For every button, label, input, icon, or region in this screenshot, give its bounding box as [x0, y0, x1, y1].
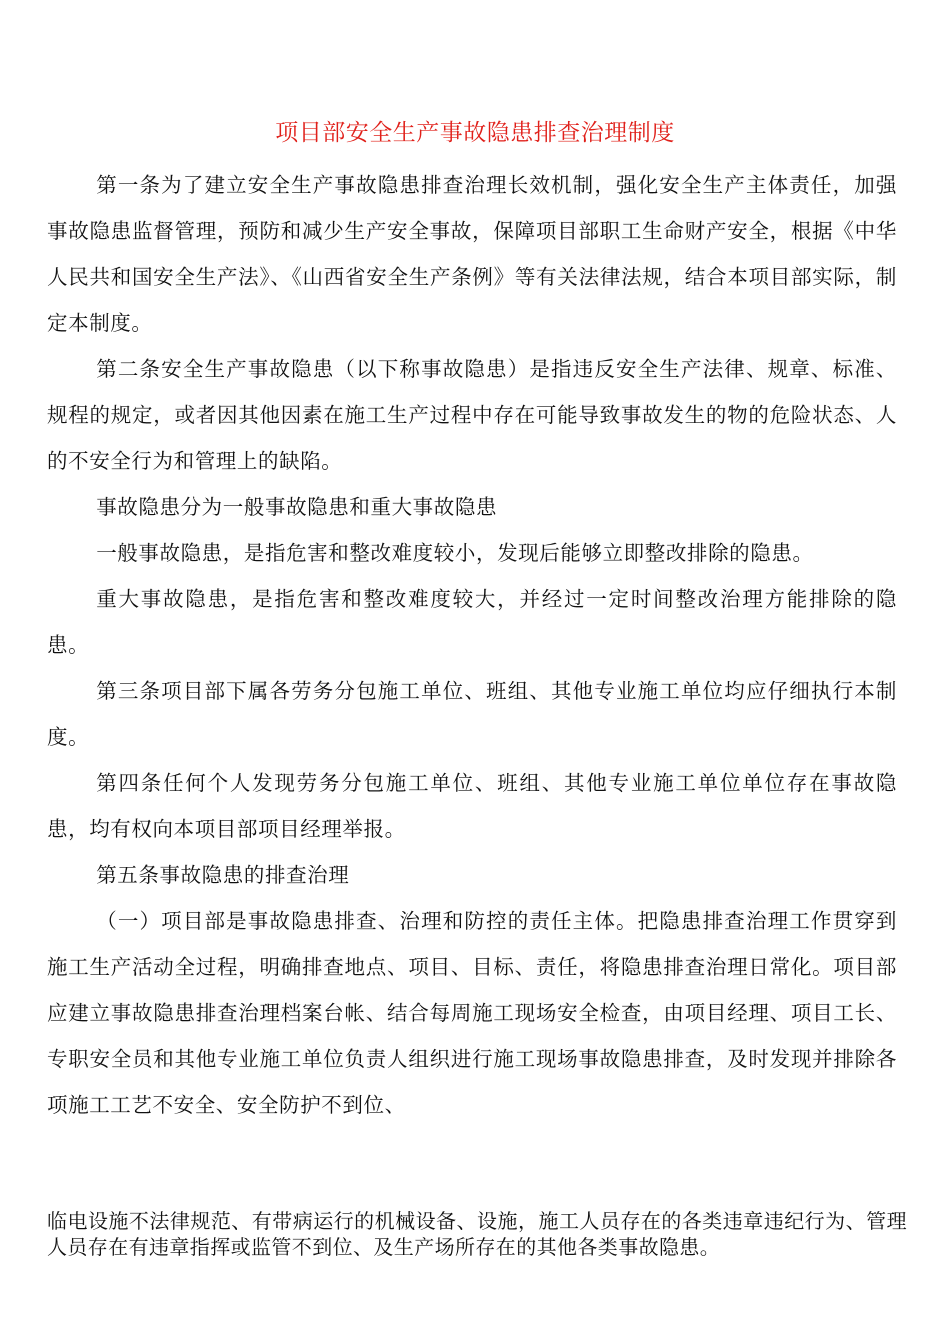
- paragraph-article-2: 第二条安全生产事故隐患（以下称事故隐患）是指违反安全生产法律、规章、标准、规程的规定，或者因其他因素在施工生产过程中存在可能导致事故发生的物的危险状态、人的不安全行为和管理上的缺陷。: [47, 357, 897, 473]
- document-body: [47, 162, 897, 1128]
- paragraph-general-hazard: 一般事故隐患，是指危害和整改难度较小，发现后能够立即整改排除的隐患。: [96, 541, 814, 565]
- paragraph-article-3: 第三条项目部下属各劳务分包施工单位、班组、其他专业施工单位均应仔细执行本制度。: [47, 679, 897, 749]
- paragraph-article-5-item-1: （一）项目部是事故隐患排查、治理和防控的责任主体。把隐患排查治理工作贯穿到施工生产活动全过程，明确排查地点、项目、目标、责任，将隐患排查治理日常化。项目部应建立事故隐患排查治理档案台帐、结合每周施工现场安全检查，由项目经理、项目工长、专职安全员和其他专业施工单位负责人组织进行施工现场事故隐患排查，及时发现并排除各项施工工艺不安全、安全防护不到位、: [47, 909, 897, 1117]
- continued-text: 临电设施不法律规范、有带病运行的机械设备、设施，施工人员存在的各类违章违纪行为、管理人员存在有违章指挥或监管不到位、及生产场所存在的其他各类事故隐患。: [47, 1209, 907, 1259]
- paragraph-article-1: 第一条为了建立安全生产事故隐患排查治理长效机制，强化安全生产主体责任，加强事故隐患监督管理，预防和减少生产安全事故，保障项目部职工生命财产安全，根据《中华人民共和国安全生产法》、《山西省安全生产条例》等有关法律法规，结合本项目部实际，制定本制度。: [47, 173, 897, 335]
- paragraph-article-5-heading: 第五条事故隐患的排查治理: [96, 863, 350, 887]
- paragraph-article-4: 第四条任何个人发现劳务分包施工单位、班组、其他专业施工单位单位存在事故隐患，均有权向本项目部项目经理举报。: [47, 771, 897, 841]
- paragraph-major-hazard: 重大事故隐患，是指危害和整改难度较大，并经过一定时间整改治理方能排除的隐患。: [47, 587, 897, 657]
- paragraph-hazard-classes: 事故隐患分为一般事故隐患和重大事故隐患: [96, 495, 498, 519]
- document-title: 项目部安全生产事故隐患排查治理制度: [275, 120, 675, 146]
